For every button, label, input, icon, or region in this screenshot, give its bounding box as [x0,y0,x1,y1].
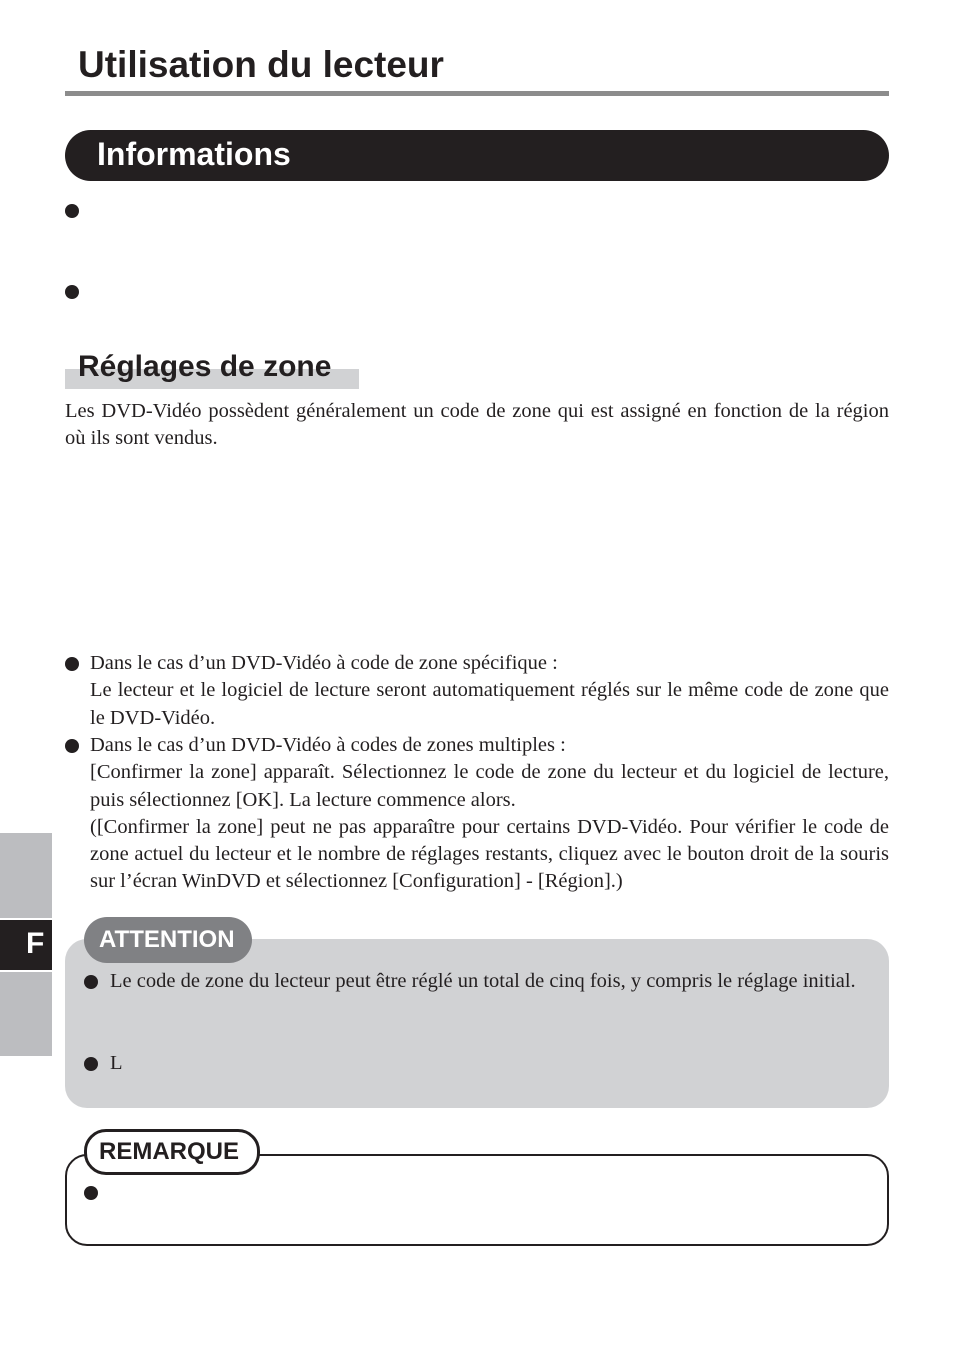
bullet-icon [84,1057,98,1071]
section-banner [65,130,889,181]
bullet-icon [65,285,79,299]
attention-label-text: ATTENTION [99,926,235,953]
list-item-note: ([Confirmer la zone] peut ne pas apparaître pour certains DVD-Vidéo. Pour vérifier le code de zone actuel du lecteur et le nombre de réglages restants, cliquez avec le bouton droit de la souris sur l’écran WinDVD et sélectionnez [Configuration] - [Région].) [90,815,889,893]
list-item-text: Le lecteur et le logiciel de lecture seront automatiquement réglés sur le même code de zone que le DVD-Vidéo. [90,679,889,729]
list-item-title: Dans le cas d’un DVD-Vidéo à codes de zones multiples : [90,734,566,756]
side-tab-letter: F [26,927,45,960]
attention-item: Le code de zone du lecteur peut être réglé un total de cinq fois, y compris le réglage initial. [110,970,856,992]
bullet-icon [65,739,79,753]
bullet-icon [84,975,98,989]
remark-label [84,1129,260,1175]
bullet-icon [84,1186,98,1200]
bullet-icon [65,657,79,671]
zone-intro: Les DVD-Vidéo possèdent généralement un code de zone qui est assigné en fonction de la région où ils sont vendus. [65,400,889,450]
remark-label-text: REMARQUE [99,1138,240,1165]
attention-label [84,917,252,963]
section-title: Informations [97,136,291,172]
subsection-heading [65,348,359,390]
list-item [90,732,889,896]
side-tab-lower [0,972,52,1056]
title-rule [65,91,889,96]
list-item-title: Dans le cas d’un DVD-Vidéo à code de zone spécifique : [90,652,558,674]
list-item [90,650,889,732]
page-title: Utilisation du lecteur [78,44,444,85]
side-tab-upper [0,833,52,918]
subsection-title: Réglages de zone [78,350,332,383]
list-item-text: [Confirmer la zone] apparaît. Sélectionnez le code de zone du lecteur et du logiciel de lecture, puis sélectionnez [OK]. La lecture commence alors. [90,761,889,811]
attention-box [65,939,889,1108]
side-tab-language [0,920,52,970]
attention-item: L [110,1052,123,1074]
bullet-icon [65,204,79,218]
